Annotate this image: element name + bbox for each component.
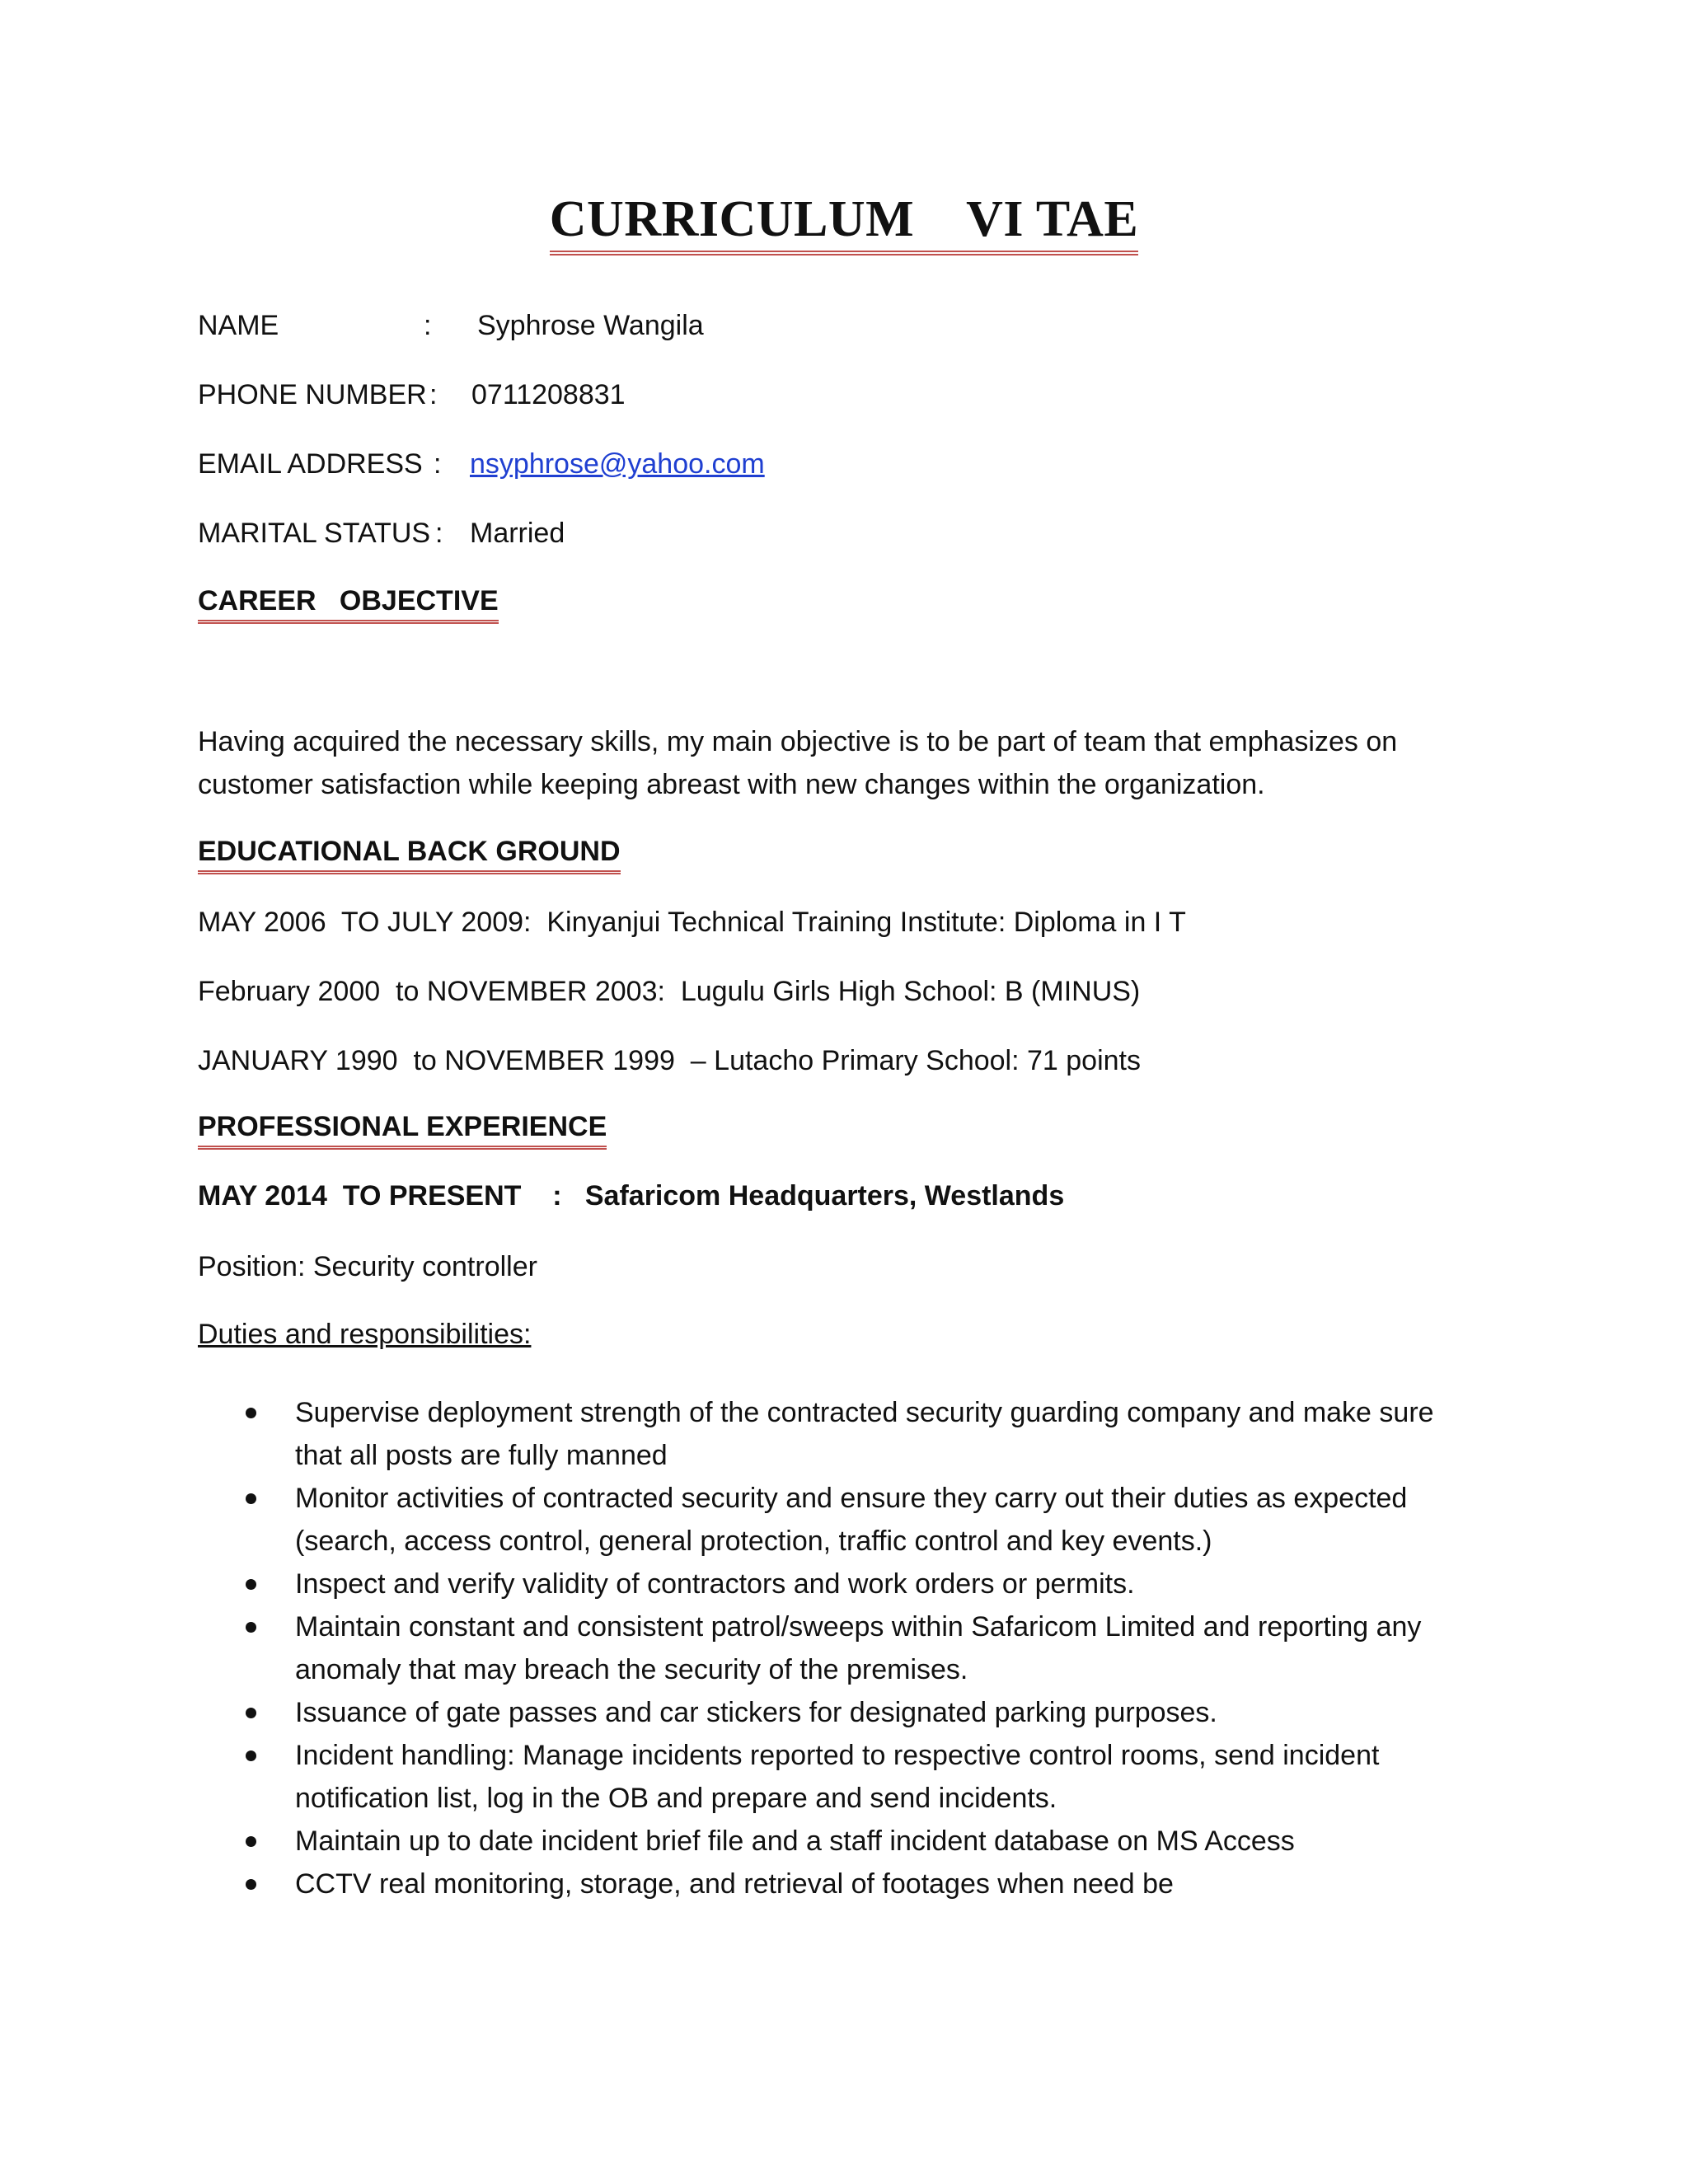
education-item: MAY 2006 TO JULY 2009: Kinyanjui Technical Training Institute: Diploma in I T <box>198 907 1186 938</box>
duty-text: Maintain constant and consistent patrol/sweeps within Safaricom Limited and reporting any anomaly that may breach the security of the premises. <box>295 1611 1422 1685</box>
email-link[interactable]: nsyphrose@yahoo.com <box>470 448 765 480</box>
name-label: NAME <box>198 310 279 341</box>
duty-item <box>0 1605 1449 1691</box>
bullet-icon <box>246 1493 256 1504</box>
experience-position: Position: Security controller <box>198 1251 537 1282</box>
duty-item <box>0 1391 1449 1477</box>
duty-text: Issuance of gate passes and car stickers for designated parking purposes. <box>295 1697 1217 1728</box>
education-heading: EDUCATIONAL BACK GROUND <box>198 836 621 874</box>
name-value: Syphrose Wangila <box>477 310 704 341</box>
bullet-icon <box>246 1708 256 1718</box>
email-label: EMAIL ADDRESS <box>198 448 423 480</box>
duty-item <box>0 1563 1449 1605</box>
document-title-text: CURRICULUM VI TAE <box>550 191 1138 255</box>
bullet-icon <box>246 1579 256 1590</box>
bullet-icon <box>246 1879 256 1890</box>
duties-list <box>0 1391 1688 1905</box>
duties-heading: Duties and responsibilities: <box>198 1319 532 1350</box>
duty-item <box>0 1820 1449 1863</box>
duty-text: Incident handling: Manage incidents reported to respective control rooms, send incident notification list, log in the OB and prepare and send incidents. <box>295 1740 1380 1814</box>
experience-period: MAY 2014 TO PRESENT : Safaricom Headquarters, Westlands <box>198 1180 1065 1212</box>
marital-value: Married <box>470 518 565 549</box>
education-item: February 2000 to NOVEMBER 2003: Lugulu Girls High School: B (MINUS) <box>198 976 1141 1007</box>
duty-item <box>0 1863 1449 1905</box>
duty-text: CCTV real monitoring, storage, and retrieval of footages when need be <box>295 1868 1174 1900</box>
document-title <box>0 191 1688 255</box>
bullet-icon <box>246 1836 256 1847</box>
bullet-icon <box>246 1408 256 1418</box>
duty-text: Supervise deployment strength of the contracted security guarding company and make sure that all posts are fully manned <box>295 1397 1434 1471</box>
phone-colon: : <box>429 379 438 410</box>
marital-colon: : <box>435 518 443 549</box>
name-colon: : <box>424 310 432 341</box>
duty-item <box>0 1734 1449 1820</box>
phone-value: 0711208831 <box>471 379 626 410</box>
duty-text: Monitor activities of contracted security and ensure they carry out their duties as expected (search, access control, general protection, traffic control and key events.) <box>295 1483 1408 1557</box>
duty-text: Inspect and verify validity of contractors and work orders or permits. <box>295 1568 1135 1600</box>
duty-item <box>0 1477 1449 1563</box>
education-item: JANUARY 1990 to NOVEMBER 1999 – Lutacho Primary School: 71 points <box>198 1045 1141 1076</box>
duty-text: Maintain up to date incident brief file and a staff incident database on MS Access <box>295 1825 1295 1857</box>
experience-heading: PROFESSIONAL EXPERIENCE <box>198 1111 607 1150</box>
bullet-icon <box>246 1622 256 1633</box>
bullet-icon <box>246 1750 256 1761</box>
duty-item <box>0 1691 1449 1734</box>
career-objective-text: Having acquired the necessary skills, my main objective is to be part of team that emphasizes on customer satisfaction while keeping abreast with new changes within the organization. <box>198 726 1398 800</box>
phone-label: PHONE NUMBER <box>198 379 427 410</box>
marital-label: MARITAL STATUS <box>198 518 431 549</box>
career-objective-heading: CAREER OBJECTIVE <box>198 585 499 624</box>
email-colon: : <box>434 448 442 480</box>
